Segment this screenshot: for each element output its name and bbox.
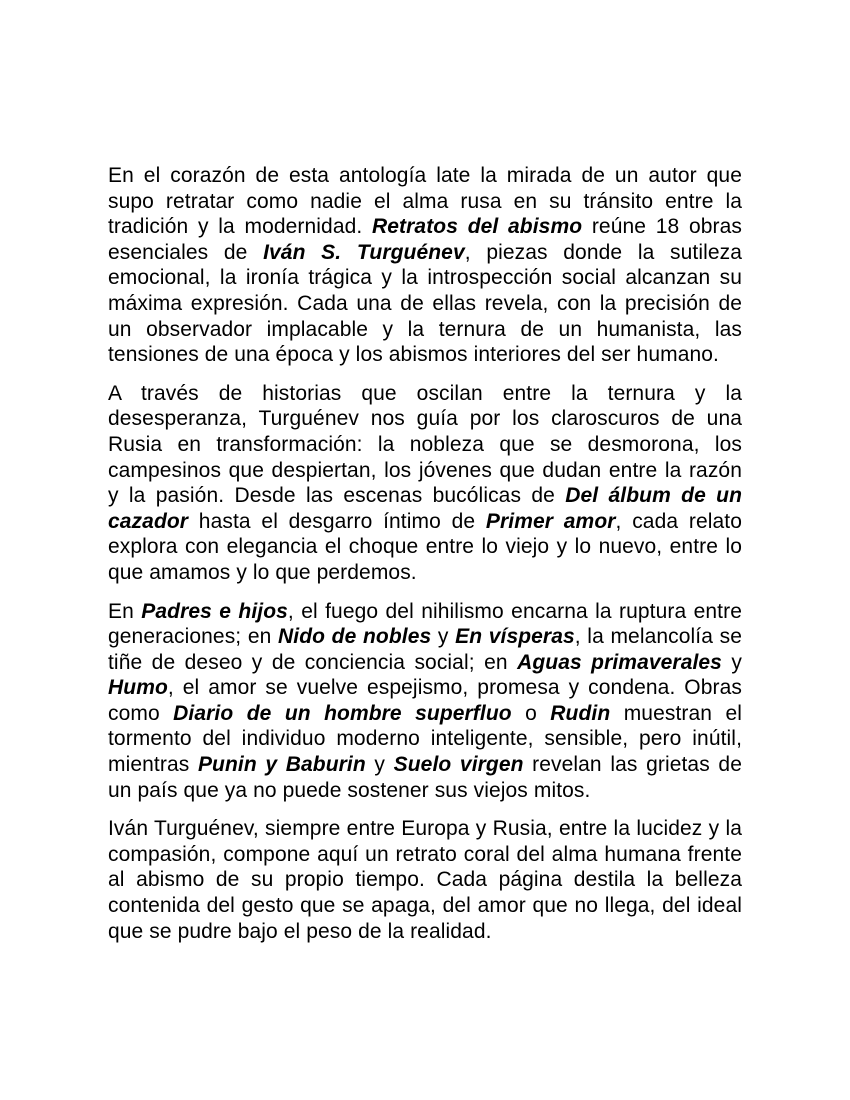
body-text: muestran el tormento del individuo moderno inteligente, sensible, pero inútil, mientras [108, 701, 742, 777]
book-title-emphasis: Retratos del abismo [372, 215, 583, 239]
book-title-emphasis: Humo [108, 676, 168, 700]
book-title-emphasis: En vísperas [455, 625, 575, 649]
body-text: y [365, 753, 394, 777]
paragraph-2 [108, 381, 742, 586]
book-title-emphasis: Diario de un hombre superfluo [173, 701, 512, 725]
body-text: En [108, 599, 142, 623]
book-title-emphasis: Del álbum de un cazador [108, 484, 742, 533]
body-text: y [721, 650, 742, 674]
book-title-emphasis: Punin y Baburin [197, 753, 366, 777]
book-title-emphasis: Padres e hijos [141, 599, 288, 623]
book-title-emphasis: Aguas primaverales [517, 650, 722, 674]
body-text: , piezas donde la sutileza emocional, la ironía trágica y la introspección social alcanzan su máxima expresión. Cada una de ellas revela, con la precisión de un observador implacable y la ternura de un humanista, las tensiones de una época y los abismos interiores del ser humano. [108, 240, 743, 367]
body-text: Iván Turguénev, siempre entre Europa y Rusia, entre la lucidez y la compasión, compone aquí un retrato coral del alma humana frente al abismo de su propio tiempo. Cada página destila la belleza contenida del gesto que se apaga, del amor que no llega, del ideal que se pudre bajo el peso de la realidad. [108, 817, 742, 943]
body-text: o [511, 701, 551, 725]
body-text: hasta el desgarro íntimo de [188, 509, 486, 533]
book-title-emphasis: Suelo virgen [393, 753, 524, 777]
body-text: , el amor se vuelve espejismo, promesa y condena. Obras como [108, 676, 742, 725]
book-description-text [108, 163, 742, 944]
paragraph-3 [108, 599, 742, 804]
body-text: revelan las grietas de un país que ya no puede sostener sus viejos mitos. [108, 753, 742, 802]
body-text: , la melancolía se tiñe de deseo y de conciencia social; en [108, 625, 742, 674]
body-text: , el fuego del nihilismo encarna la ruptura entre generaciones; en [108, 599, 742, 649]
book-title-emphasis: Nido de nobles [278, 625, 432, 649]
body-text: , cada relato explora con elegancia el choque entre lo viejo y lo nuevo, entre lo que amamos y lo que perdemos. [108, 509, 742, 584]
book-title-emphasis: Primer amor [485, 509, 616, 533]
body-text: reúne 18 obras esenciales de [108, 215, 742, 264]
book-title-emphasis: Rudin [550, 701, 611, 725]
body-text: y [431, 625, 456, 649]
paragraph-4 [108, 816, 742, 944]
body-text: En el corazón de esta antología late la mirada de un autor que supo retratar como nadie el alma rusa en su tránsito entre la tradición y la modernidad. [108, 164, 742, 239]
paragraph-1 [108, 163, 742, 368]
book-title-emphasis: Iván S. Turguénev [263, 240, 465, 264]
body-text: A través de historias que oscilan entre la ternura y la desesperanza, Turguénev nos guía por los claroscuros de una Rusia en transformación: la nobleza que se desmorona, los campesinos que despiertan, los jóvenes que dudan entre la razón y la pasión. Desde las escenas bucólicas de [108, 381, 742, 508]
